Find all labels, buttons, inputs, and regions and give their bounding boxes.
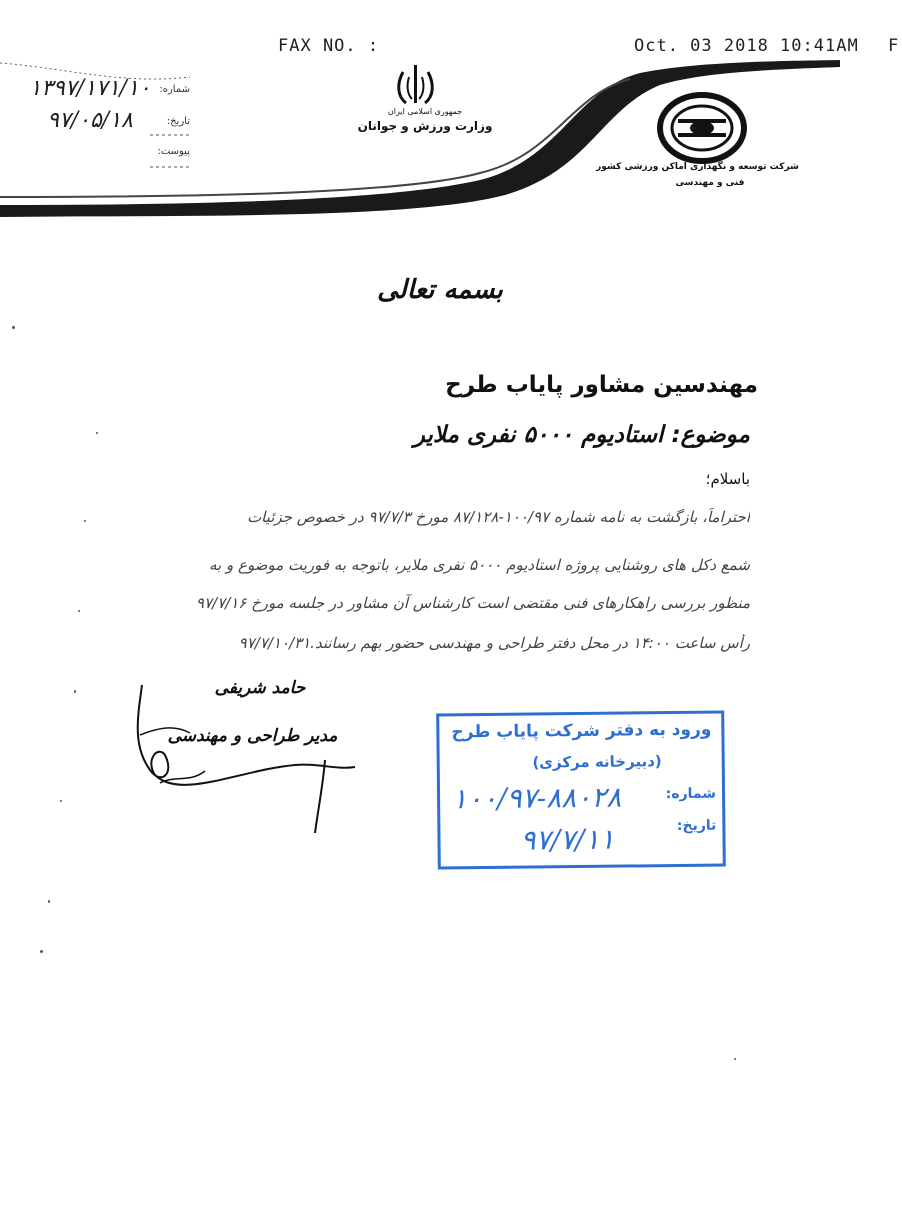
reference-attachment [20,142,190,166]
reference-number-value: ۱۳۹۷/۱۷۱/۱۰ [29,76,151,101]
reference-date-value: ۹۷/۰۵/۱۸ [47,108,133,133]
signer-title: مدیر طراحی و مهندسی [167,726,338,746]
stamp-date-label: تاریخ: [676,817,717,834]
ministry-name: وزارت ورزش و جوانان [357,119,493,133]
subject-line: موضوع: استادیوم ۵۰۰۰ نفری ملایر [413,422,750,448]
company-logo-icon [660,95,744,161]
receipt-stamp [436,710,726,869]
company-name-line-2: فنی و مهندسی [675,178,745,188]
stamp-number-value: ۱۰۰/۹۷-۸۸۰۲۸ [451,780,622,816]
reference-date [20,108,190,136]
body-line: شمع دکل های روشنایی پروژه استادیوم ۵۰۰۰ نفری ملایر، باتوجه به فوریت موضوع و به [209,556,750,574]
stamp-number-label: شماره: [665,785,717,803]
signer-name: حامد شریفی [214,678,306,698]
handwritten-signature [120,675,380,835]
body-line: احتراماً، بازگشت به نامه شماره ۱۰۰/۹۷-۸۷/۱۲۸ مورخ ۹۷/۷/۳ در خصوص جزئیات [247,508,750,526]
body-line: منظور بررسی راهکارهای فنی مقتضی است کارشناس آن مشاور در جلسه مورخ ۹۷/۷/۱۶ [195,594,750,612]
fax-date-time: Oct. 03 2018 10:41AM [634,36,859,56]
stamp-title: ورود به دفتر شرکت پایاب طرح [451,719,712,743]
stamp-date-value: ۹۷/۷/۱۱ [520,822,615,857]
basmala-heading: بسمه تعالی [377,275,503,305]
ministry-country: جمهوری اسلامی ایران [387,107,463,116]
fax-header-edge-char: F [888,36,900,56]
body-line: رأس ساعت ۱۴:۰۰ در محل دفتر طراحی و مهندسی حضور بهم رسانند.۹۷/۷/۱۰/۳۱ [238,634,750,652]
recipient: مهندسین مشاور پایاب طرح [445,372,758,398]
reference-date-label: تاریخ: [166,116,190,127]
fax-number-label: FAX NO. : [278,36,380,56]
company-name-line-1: شرکت توسعه و نگهداری اماکن ورزشی کشور [596,162,799,172]
reference-number-label: شماره: [159,84,190,95]
ministry-emblem-icon [399,65,433,103]
salutation: باسلام؛ [705,470,750,488]
reference-attachment-label: پیوست: [157,146,190,157]
stamp-subtitle: (دبیرخانه مرکزی) [532,752,662,772]
reference-number [20,76,190,104]
